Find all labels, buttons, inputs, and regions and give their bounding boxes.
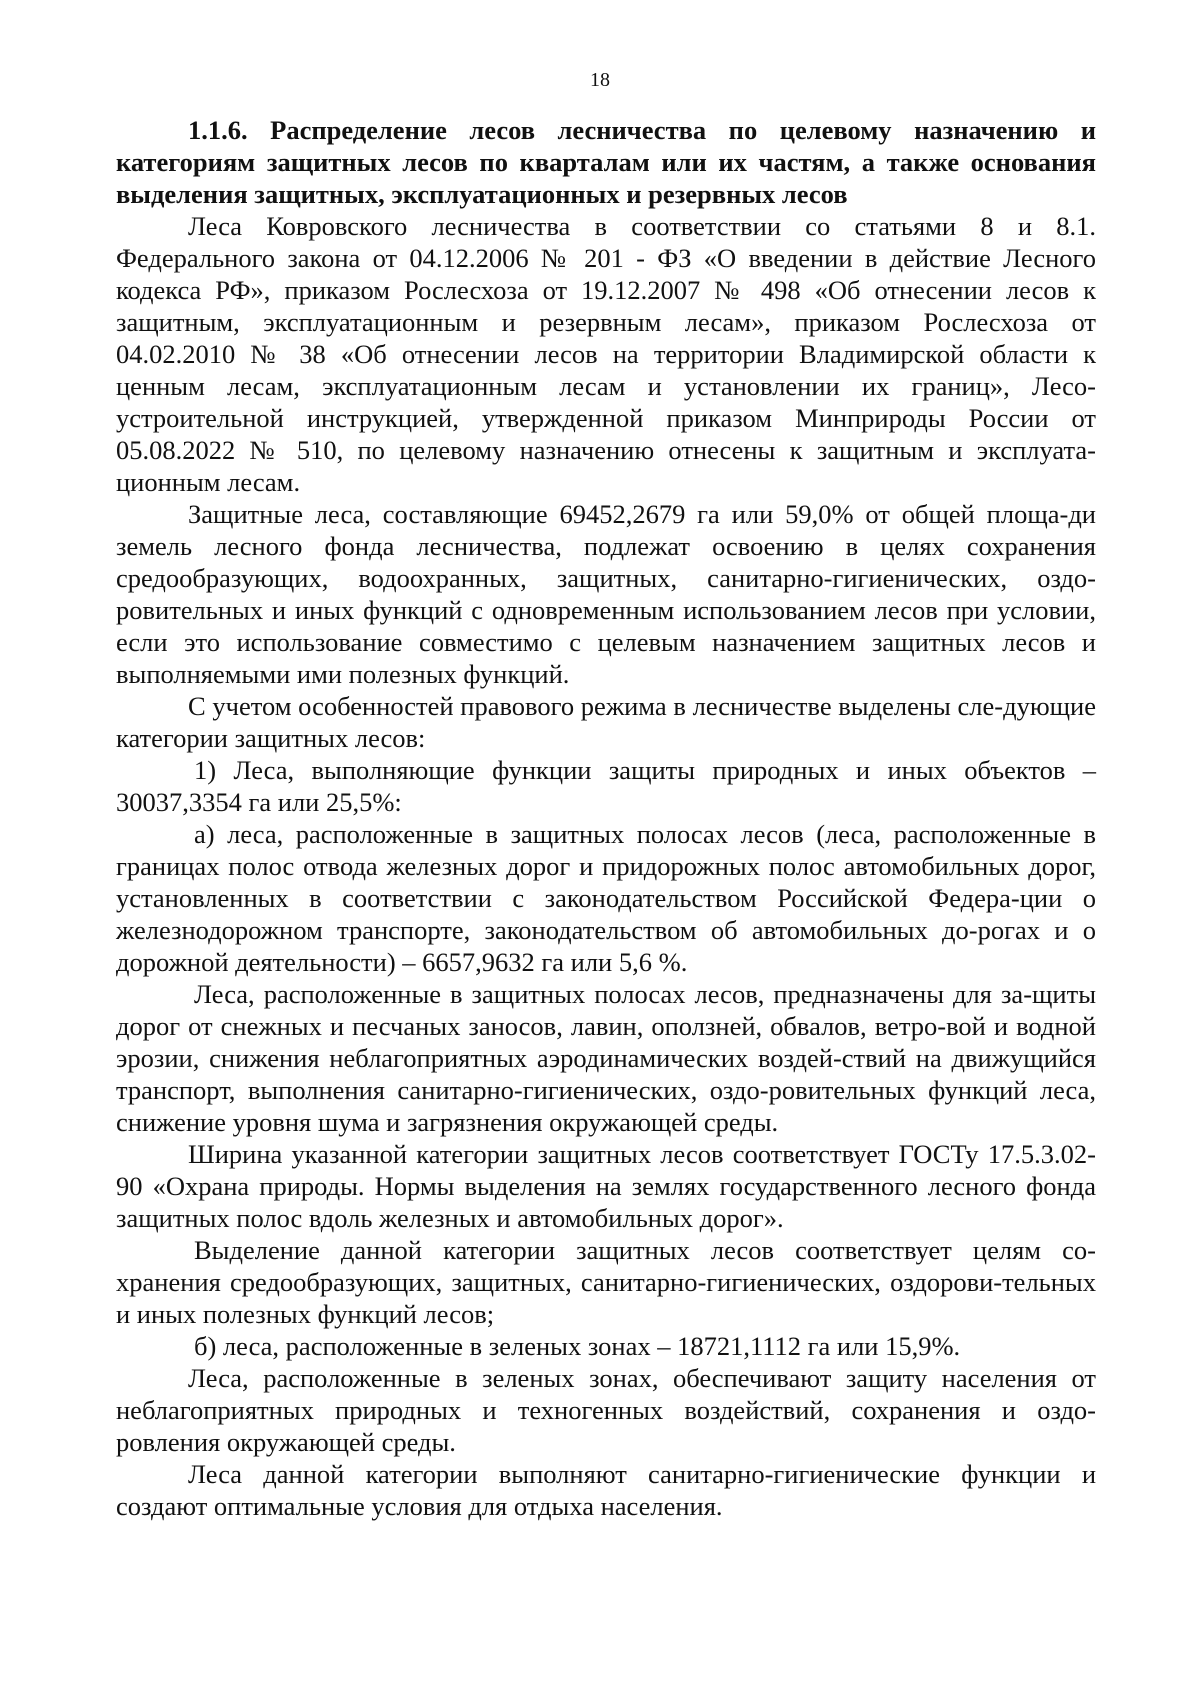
paragraph-category-1b: б) леса, расположенные в зеленых зонах – 18721,1112 га или 15,9%. [194, 1331, 961, 1361]
paragraph-category-1: 1) Леса, выполняющие функции защиты природных и иных объектов – 30037,3354 га или 25,5%: [116, 755, 1096, 817]
page-number: 18 [590, 69, 610, 91]
paragraph-category-1a: а) леса, расположенные в защитных полосах лесов (леса, расположенные в границах полос отвода железных дорог и придорожных полос автомобильных дорог, установленных в соответствии с законодательством Российской Федера-ции о железнодорожном транспорте, законодательством об автомобильных до-рогах и о дорожной деятельности) – 6657,9632 га или 5,6 %. [116, 819, 1096, 977]
paragraph-categories-intro: С учетом особенностей правового режима в лесничестве выделены сле-дующие категории защитных лесов: [116, 691, 1096, 753]
paragraph-protective-strips: Леса, расположенные в защитных полосах лесов, предназначены для за-щиты дорог от снежных и песчаных заносов, лавин, оползней, обвалов, ветро-вой и водной эрозии, снижения неблагоприятных аэродинамических воздей-ствий на движущийся транспорт, выполнения санитарно-гигиенических, оздо-ровительных функций леса, снижение уровня шума и загрязнения окружающей среды. [116, 979, 1096, 1137]
paragraph-green-zones: Леса, расположенные в зеленых зонах, обеспечивают защиту населения от неблагоприятных природных и техногенных воздействий, сохранения и оздо-ровления окружающей среды. [116, 1363, 1096, 1457]
paragraph-sanitary-functions: Леса данной категории выполняют санитарно-гигиенические функции и создают оптимальные условия для отдыха населения. [116, 1459, 1096, 1521]
page-content [116, 114, 1096, 1522]
paragraph-legal-basis: Леса Ковровского лесничества в соответствии со статьями 8 и 8.1. Федерального закона от 04.12.2006 № 201 - ФЗ «О введении в действие Лесного кодекса РФ», приказом Рослесхоза от 19.12.2007 № 498 «Об отнесении лесов к защитным, эксплуатационным и резервным лесам», приказом Рослесхоза от 04.02.2010 № 38 «Об отнесении лесов на территории Владимирской области к ценным лесам, эксплуатационным лесам и установлении их границ», Лесо-устроительной инструкцией, утвержденной приказом Минприроды России от 05.08.2022 № 510, по целевому назначению отнесены к защитным и эксплуата-ционным лесам. [116, 211, 1096, 497]
paragraph-gost: Ширина указанной категории защитных лесов соответствует ГОСТу 17.5.3.02-90 «Охрана природы. Нормы выделения на землях государственного лесного фонда защитных полос вдоль железных и автомобильных дорог». [116, 1139, 1096, 1233]
section-heading: 1.1.6. Распределение лесов лесничества по целевому назначению и категориям защитных лесов по кварталам или их частям, а также основания выделения защитных, эксплуатационных и резервных лесов [116, 115, 1096, 209]
paragraph-protective-forests: Защитные леса, составляющие 69452,2679 га или 59,0% от общей площа-ди земель лесного фонда лесничества, подлежат освоению в целях сохранения средообразующих, водоохранных, защитных, санитарно-гигиенических, оздо-ровительных и иных функций с одновременным использованием лесов при условии, если это использование совместимо с целевым назначением защитных лесов и выполняемыми ими полезных функций. [116, 499, 1096, 689]
paragraph-category-purpose: Выделение данной категории защитных лесов соответствует целям со-хранения средообразующих, защитных, санитарно-гигиенических, оздорови-тельных и иных полезных функций лесов; [116, 1235, 1096, 1329]
